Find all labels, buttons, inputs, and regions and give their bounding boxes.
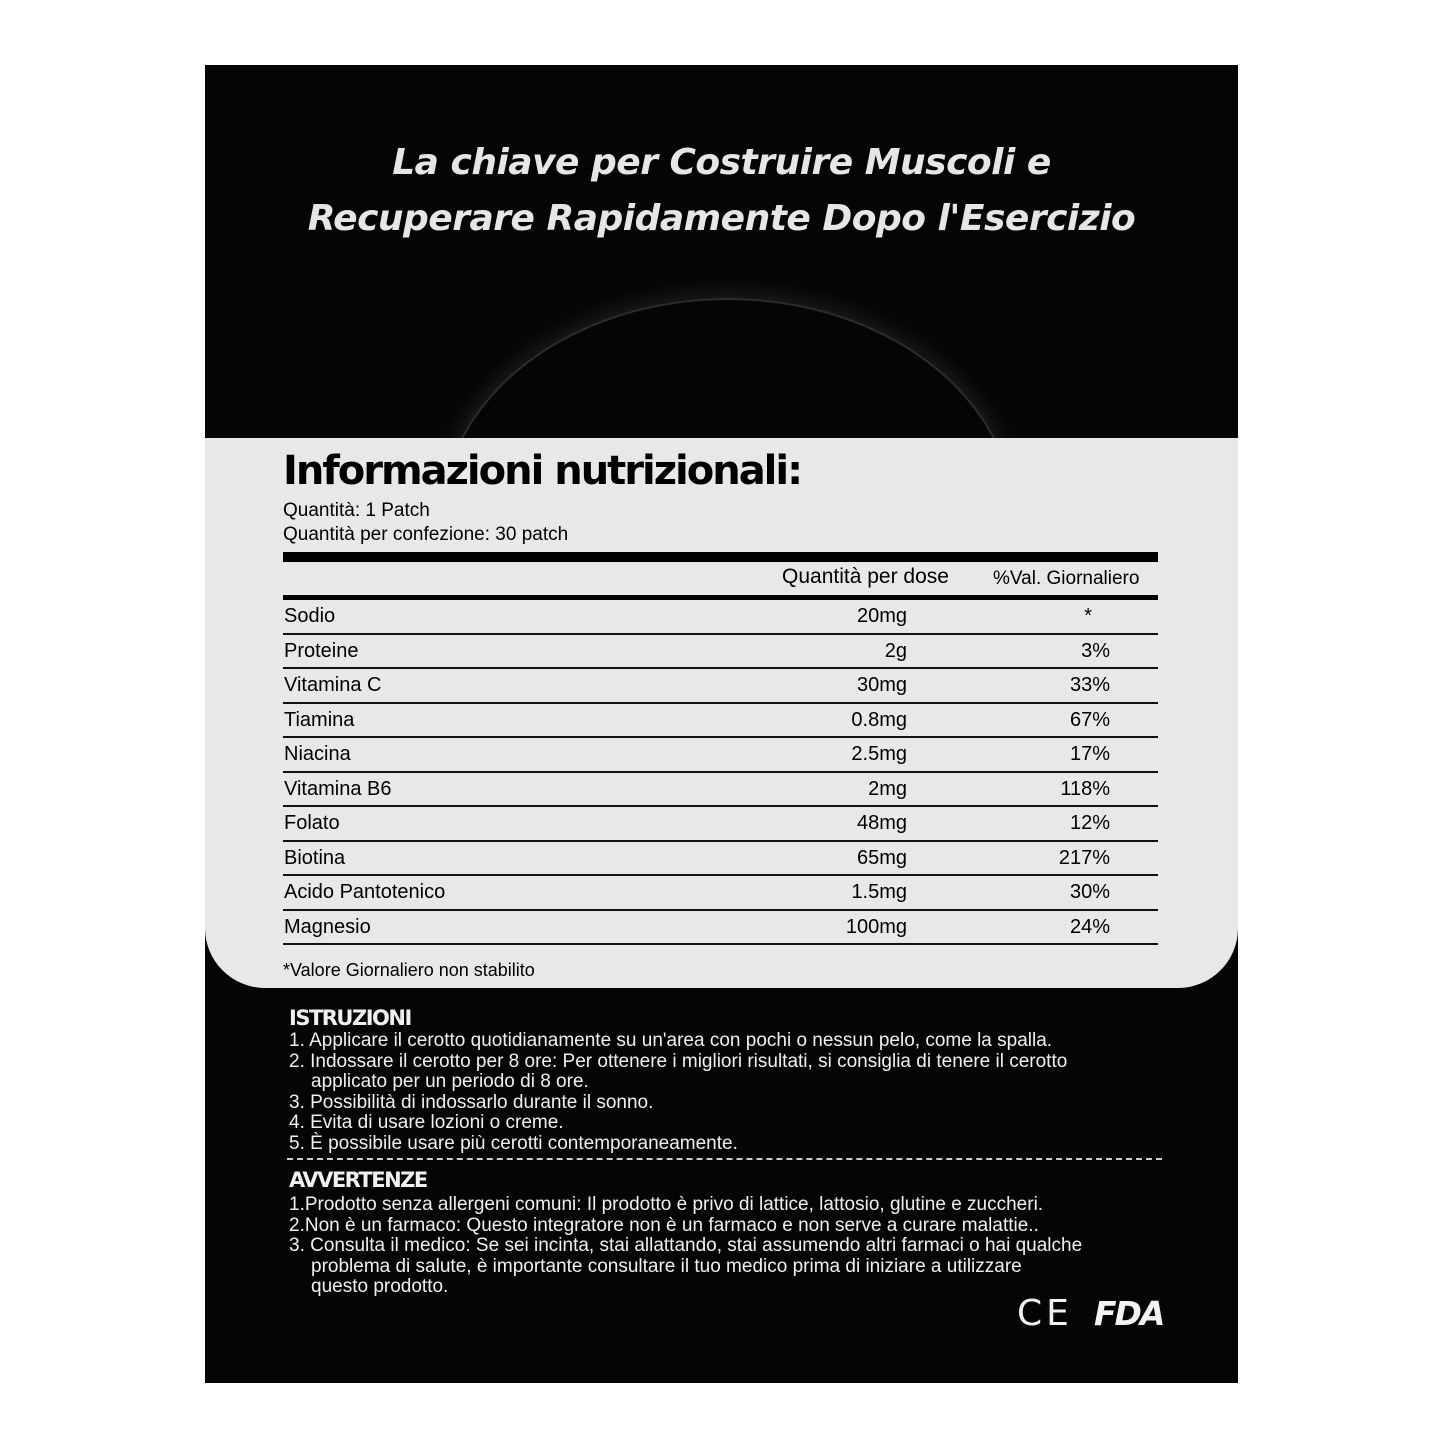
- nutrient-amount: 1.5mg: [851, 881, 907, 903]
- instruction-item: 5. È possibile usare più cerotti contemporaneamente.: [289, 1132, 738, 1154]
- nutrient-name: Biotina: [284, 846, 346, 869]
- warning-item: questo prodotto.: [311, 1276, 449, 1297]
- nutrient-daily-value: 17%: [1069, 743, 1110, 765]
- headline: [205, 135, 1238, 247]
- nutrient-daily-value: 118%: [1060, 777, 1110, 800]
- ce-mark-icon: CE: [1017, 1293, 1073, 1334]
- warnings-list: [289, 1195, 1189, 1298]
- instruction-item: 4. Evita di usare lozioni o creme.: [289, 1112, 564, 1133]
- table-row: [283, 738, 1158, 773]
- nutrient-amount: 48mg: [856, 812, 907, 834]
- table-row: [283, 911, 1158, 946]
- nutrient-name: Magnesio: [284, 915, 371, 938]
- instruction-item: 3. Possibilità di indossarlo durante il sonno.: [289, 1091, 654, 1113]
- nutrient-name: Proteine: [284, 639, 359, 662]
- nutrient-name: Vitamina C: [284, 674, 382, 696]
- instruction-item: 1. Applicare il cerotto quotidianamente su un'area con pochi o nessun pelo, come la spalla.: [289, 1030, 1053, 1051]
- nutrient-amount: 0.8mg: [851, 708, 907, 731]
- instruction-item: applicato per un periodo di 8 ore.: [311, 1071, 589, 1092]
- nutrient-daily-value: 33%: [1069, 674, 1110, 696]
- servings-per-pack: Quantità per confezione: 30 patch: [283, 524, 569, 545]
- nutrient-amount: 20mg: [856, 605, 907, 627]
- warning-item: 2.Non è un farmaco: Questo integratore non è un farmaco e non serve a curare malattie..: [289, 1214, 1039, 1236]
- nutrient-amount: 30mg: [856, 674, 907, 696]
- table-row: [283, 773, 1158, 808]
- nutrient-daily-value: 24%: [1069, 915, 1110, 938]
- instructions-title: ISTRUZIONI: [289, 1006, 411, 1030]
- table-row: [283, 669, 1158, 704]
- nutrition-panel: [205, 438, 1238, 988]
- warnings-title: AVVERTENZE: [289, 1168, 427, 1192]
- nutrient-daily-value: 30%: [1069, 881, 1110, 903]
- headline-line-2: Recuperare Rapidamente Dopo l'Esercizio: [307, 198, 1136, 239]
- certification-logos: [1017, 1293, 1163, 1334]
- nutrient-daily-value: 217%: [1058, 846, 1110, 869]
- headline-line-1: La chiave per Costruire Muscoli e: [392, 142, 1051, 183]
- nutrient-name: Sodio: [284, 605, 336, 627]
- column-header-amount: Quantità per dose: [782, 565, 949, 588]
- nutrition-table: [283, 600, 1158, 945]
- footnote: *Valore Giornaliero non stabilito: [283, 960, 535, 980]
- table-row: [283, 807, 1158, 842]
- instruction-item: 2. Indossare il cerotto per 8 ore: Per ottenere i migliori risultati, si consiglia di tenere il cerotto: [289, 1050, 1068, 1072]
- nutrient-amount: 2g: [884, 639, 907, 662]
- instructions-list: [289, 1031, 1189, 1154]
- section-divider: [287, 1158, 1162, 1160]
- table-row: [283, 600, 1158, 635]
- nutrient-amount: 100mg: [845, 915, 907, 938]
- nutrient-daily-value: 67%: [1069, 708, 1110, 731]
- nutrient-amount: 2.5mg: [851, 743, 907, 765]
- nutrient-name: Tiamina: [284, 708, 355, 731]
- product-box-back: [205, 65, 1238, 1383]
- column-header-daily: %Val. Giornaliero: [993, 568, 1140, 589]
- table-row: [283, 876, 1158, 911]
- nutrition-title: Informazioni nutrizionali:: [283, 448, 802, 494]
- nutrient-amount: 2mg: [868, 777, 907, 800]
- nutrient-name: Vitamina B6: [284, 777, 392, 800]
- nutrient-amount: 65mg: [856, 846, 907, 869]
- nutrient-daily-value: 3%: [1081, 639, 1110, 662]
- warning-item: problema di salute, è importante consultare il tuo medico prima di iniziare a utilizzare: [311, 1255, 1022, 1277]
- fda-logo-icon: FDA: [1093, 1294, 1164, 1333]
- nutrient-daily-value: *: [1084, 605, 1092, 627]
- nutrient-daily-value: 12%: [1069, 812, 1110, 834]
- warning-item: 3. Consulta il medico: Se sei incinta, stai allattando, stai assumendo altri farmaci o hai qualche: [289, 1235, 1083, 1256]
- divider-thick: [283, 552, 1158, 562]
- table-row: [283, 704, 1158, 739]
- nutrient-name: Niacina: [284, 743, 351, 765]
- warning-item: 1.Prodotto senza allergeni comuni: Il prodotto è privo di lattice, lattosio, glutine e zuccheri.: [289, 1194, 1044, 1215]
- nutrient-name: Folato: [284, 812, 340, 834]
- nutrient-name: Acido Pantotenico: [284, 881, 446, 903]
- table-row: [283, 635, 1158, 670]
- table-row: [283, 842, 1158, 877]
- serving-size: Quantità: 1 Patch: [283, 500, 430, 521]
